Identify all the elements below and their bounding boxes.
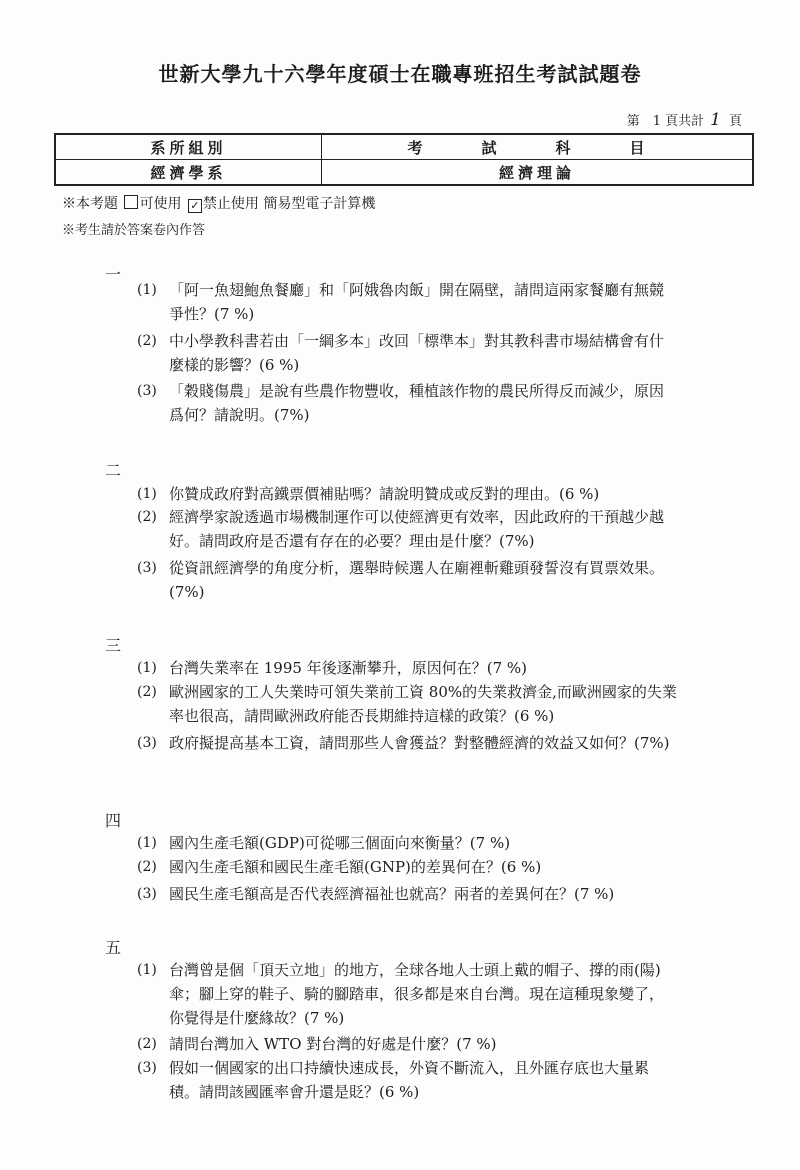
question-number: (2) (137, 333, 157, 349)
section-label: 四 (105, 811, 122, 830)
question-number: (2) (137, 509, 157, 525)
page-info (627, 110, 742, 130)
question-number: (1) (137, 660, 157, 676)
subject-header: 考 試 科 目 (322, 134, 754, 160)
question-item (137, 505, 677, 553)
question-item (137, 482, 677, 506)
calculator-note-suffix: 簡易型電子計算機 (263, 196, 376, 212)
question-number: (1) (137, 486, 157, 502)
question-text: 國民生產毛額高是否代表經濟福祉也就高？兩者的差異何在？(7 %) (169, 885, 615, 903)
question-item (137, 680, 677, 728)
table-header-row (55, 134, 753, 160)
question-item (137, 278, 677, 326)
question-text: 歐洲國家的工人失業時可領失業前工資 80%的失業救濟金,而歐洲國家的失業率也很高，請問歐洲政府能否長期維持這樣的政策？(6 %) (169, 683, 677, 725)
question-text: 台灣曾是個「頂天立地」的地方，全球各地人士頭上戴的帽子、撐的雨(陽)傘；腳上穿的鞋子、騎的腳踏車，很多都是來自台灣。現在這種現象變了，你覺得是什麼緣故？(7 %) (169, 961, 665, 1027)
subject-value: 經濟理論 (322, 160, 754, 186)
allowed-label: 可使用 (139, 196, 182, 212)
question-number: (2) (137, 684, 157, 700)
page-info-prefix: 第 1 頁共計 (626, 114, 705, 129)
question-text: 國內生產毛額(GDP)可從哪三個面向來衡量？(7 %) (169, 834, 511, 852)
section-label: 二 (105, 461, 122, 480)
question-text: 國內生產毛額和國民生產毛額(GNP)的差異何在？(6 %) (169, 858, 542, 876)
question-item (137, 1032, 677, 1056)
question-number: (3) (137, 383, 157, 399)
question-text: 你贊成政府對高鐵票價補貼嗎？請說明贊成或反對的理由。(6 %) (169, 485, 600, 503)
question-item (137, 1056, 677, 1104)
question-number: (3) (137, 735, 157, 751)
question-number: (3) (137, 886, 157, 902)
calculator-note-prefix: ※本考題 (62, 196, 118, 212)
answer-note: ※考生請於答案卷內作答 (62, 223, 206, 238)
section-label: 五 (105, 938, 122, 957)
page-info-suffix: 頁 (728, 114, 742, 129)
question-number: (2) (137, 859, 157, 875)
question-number: (1) (137, 282, 157, 298)
section-label: 一 (105, 265, 122, 284)
question-item (137, 656, 677, 680)
question-text: 請問台灣加入 WTO 對台灣的好處是什麼？(7 %) (169, 1035, 497, 1053)
exam-title: 世新大學九十六學年度碩士在職專班招生考試試題卷 (158, 62, 642, 86)
department-value: 經濟學系 (55, 160, 322, 186)
page-info-total: 1 (710, 110, 721, 130)
allowed-checkbox (124, 195, 138, 209)
question-number: (1) (137, 962, 157, 978)
question-number: (3) (137, 560, 157, 576)
calculator-note (62, 193, 375, 213)
table-value-row (55, 160, 753, 186)
question-item (137, 329, 677, 377)
question-item (137, 379, 677, 427)
question-text: 政府擬提高基本工資，請問那些人會獲益？對整體經濟的效益又如何？(7%) (169, 734, 670, 752)
question-text: 從資訊經濟學的角度分析，選舉時候選人在廟裡斬雞頭發誓沒有買票效果。(7%) (169, 559, 665, 601)
question-text: 台灣失業率在 1995 年後逐漸攀升，原因何在？(7 %) (169, 659, 527, 677)
forbidden-checkbox: ✓ (188, 199, 202, 213)
question-item (137, 882, 677, 906)
question-text: 「阿一魚翅鮑魚餐廳」和「阿娥魯肉飯」開在隔壁，請問這兩家餐廳有無競爭性？(7 %) (169, 281, 665, 323)
question-item (137, 556, 677, 604)
question-item (137, 855, 677, 879)
question-number: (3) (137, 1060, 157, 1076)
question-number: (1) (137, 835, 157, 851)
section-label: 三 (105, 636, 122, 655)
question-text: 中小學教科書若由「一綱多本」改回「標準本」對其教科書市場結構會有什麼樣的影響？(6 %) (169, 332, 665, 374)
exam-info-table (54, 133, 754, 186)
forbidden-label: 禁止使用 (202, 196, 259, 212)
question-item (137, 958, 677, 1030)
department-header: 系所組別 (55, 134, 322, 160)
question-text: 「穀賤傷農」是說有些農作物豐收，種植該作物的農民所得反而減少，原因爲何？請說明。(7%) (169, 382, 665, 424)
question-text: 假如一個國家的出口持續快速成長，外資不斷流入，且外匯存底也大量累積。請問該國匯率會升還是貶？(6 %) (169, 1059, 650, 1101)
question-number: (2) (137, 1036, 157, 1052)
question-item (137, 831, 677, 855)
question-item (137, 731, 677, 755)
question-text: 經濟學家說透過市場機制運作可以使經濟更有效率，因此政府的干預越少越好。請問政府是否還有存在的必要？理由是什麼？(7%) (169, 508, 665, 550)
